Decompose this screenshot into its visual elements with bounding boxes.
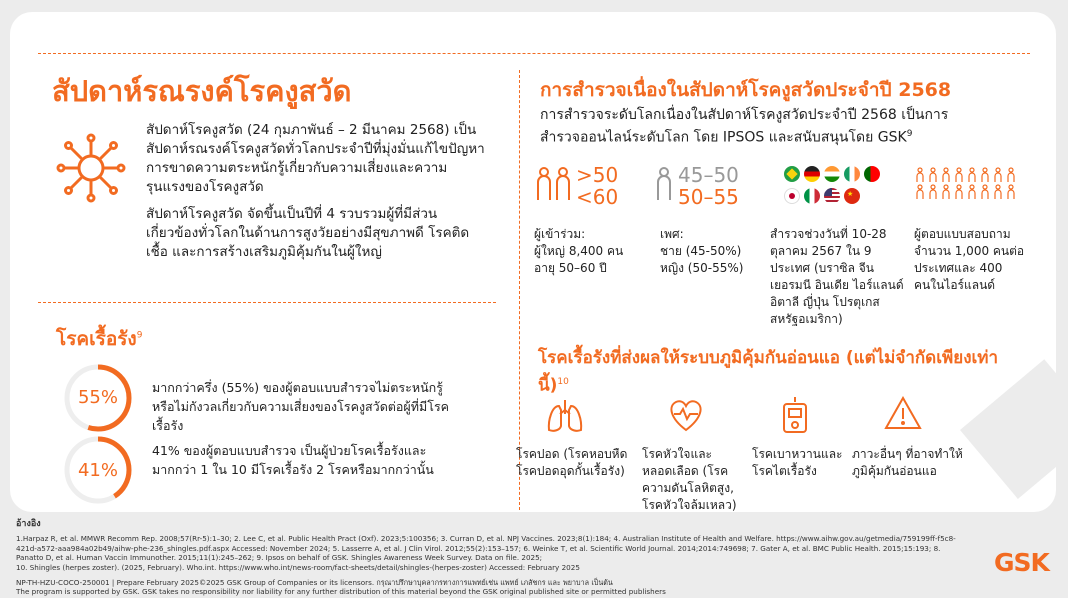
crowd-person-body xyxy=(917,173,923,182)
crowd-person-head xyxy=(931,185,935,189)
crowd-person-head xyxy=(918,168,922,172)
flag-portugal xyxy=(864,166,880,182)
condition-heart: โรคหัวใจและหลอดเลือด (โรคความดันโลหิตสูง, โรคหัวใจล้มเหลว) xyxy=(642,447,737,512)
stat-text-41: 41% ของผู้ตอบแบบสำรวจ เป็นผู้ป่วยโรคเรื้อรังและมากกว่า 1 ใน 10 มีโรคเรื้อรัง 2 โรคหรือมากกว่านั้น xyxy=(152,443,434,477)
intro-paragraph-2: สัปดาห์โรคงูสวัด จัดขึ้นเป็นปีที่ 4 รวบรวมผู้ที่มีส่วนเกี่ยวข้องทั่วโลกในด้านการสูงวัยอย่างมีสุขภาพดี โรคติดเชื้อ และการสร้างเสริมภูมิคุ้มกันในผู้ใหญ่ xyxy=(146,206,470,260)
crowd-person-head xyxy=(957,168,961,172)
crowd-person-body xyxy=(943,173,949,182)
chronic-sup: 9 xyxy=(136,330,143,341)
survey-intro-sup: 9 xyxy=(906,129,913,139)
flag-japan xyxy=(784,188,800,204)
crowd-person-head xyxy=(931,168,935,172)
participants-block xyxy=(534,226,644,277)
crowd-person-head xyxy=(983,168,987,172)
flag-italy xyxy=(804,188,820,204)
heart-icon xyxy=(666,396,706,434)
crowd-person-head xyxy=(970,168,974,172)
condition-other: ภาวะอื่นๆ ที่อาจทำให้ภูมิคุ้มกันอ่อนแอ xyxy=(852,447,963,478)
crowd-person-head xyxy=(918,185,922,189)
crowd-person-head xyxy=(1009,168,1013,172)
sex-label: เพศ: xyxy=(660,227,684,241)
crowd-person-body xyxy=(943,190,949,199)
stat-pct-55: 55% xyxy=(77,387,118,408)
virus-icon xyxy=(56,133,126,203)
flag-india xyxy=(824,166,840,182)
flag-usa xyxy=(824,188,840,204)
stat-pct-41: 41% xyxy=(77,460,118,481)
stat-text-55: มากกว่าครึ่ง (55%) ของผู้ตอบแบบสำรวจไม่ตระหนักรู้หรือไม่กังวลเกี่ยวกับความเสี่ยงของโรคงูสวัดต่อผู้ที่มีโรคเรื้อรัง xyxy=(152,380,450,433)
left-divider xyxy=(38,302,496,303)
crowd-person-head xyxy=(944,185,948,189)
crowd-person-head xyxy=(944,168,948,172)
condition-diabetes: โรคเบาหวานและโรคไตเรื้อรัง xyxy=(752,447,843,478)
crowd-person-body xyxy=(995,190,1001,199)
flag-ireland xyxy=(844,166,860,182)
participants-label: ผู้เข้าร่วม: xyxy=(534,227,586,241)
crowd-person-body xyxy=(956,190,962,199)
chronic-title xyxy=(56,324,142,354)
crowd-person-body xyxy=(956,173,962,182)
respondents: ผู้ตอบแบบสอบถามจำนวน 1,000 คนต่อประเทศและ 400 คนในไอร์แลนด์ xyxy=(914,227,1025,292)
condition-lungs: โรคปอด (โรคหอบหืด โรคปอดอุดกั้นเรื้อรัง) xyxy=(516,447,628,478)
crowd-person-body xyxy=(969,173,975,182)
intro-paragraph-1: สัปดาห์โรคงูสวัด (24 กุมภาพันธ์ – 2 มีนาคม 2568) เป็นสัปดาห์รณรงค์โรคงูสวัดทั่วโลกประจำปีที่มุ่งมั่นแก้ไขปัญหาการขาดความตระหนักรู้เกี่ยวกับความเสี่ยงและความรุนแรงของโรคงูสวัด xyxy=(146,122,485,195)
sex-bottom: 50–55 xyxy=(678,185,739,209)
sex-male: ชาย (45-50%) xyxy=(660,244,742,258)
crowd-person-body xyxy=(982,173,988,182)
top-divider xyxy=(38,53,1030,54)
sex-top: 45–50 xyxy=(678,163,739,187)
center-divider xyxy=(519,70,520,510)
crowd-person-head xyxy=(1009,185,1013,189)
crowd-person-body xyxy=(1008,173,1014,182)
person-icon xyxy=(654,166,674,204)
participants-age: อายุ 50–60 ปี xyxy=(534,261,607,275)
sex-block xyxy=(660,226,760,277)
survey-intro-text: การสำรวจระดับโลกเนื่องในสัปดาห์โรคงูสวัดประจำปี 2568 เป็นการสำรวจออนไลน์ระดับโลก โดย IPSOS และสนับสนุนโดย GSK xyxy=(540,107,949,146)
crowd-icon xyxy=(914,166,1034,202)
crowd-person-body xyxy=(930,173,936,182)
crowd-person-body xyxy=(995,173,1001,182)
disclaimer: The program is supported by GSK. GSK takes no responsibility nor liability for any further distribution of this material beyond the GSK original published site or permitted publishers xyxy=(16,587,666,596)
flag-china: ★ xyxy=(844,188,860,204)
crowd-person-head xyxy=(957,185,961,189)
immuno-title xyxy=(538,346,1008,398)
gsk-logo: GSK xyxy=(994,548,1049,577)
age-top: >50 xyxy=(576,163,619,187)
references-text: 1.Harpaz R, et al. MMWR Recomm Rep. 2008;57(Rr-5):1–30; 2. Lee C, et al. Public Health Pract (Oxf). 2023;5:100356; 3. Curran D, et al. NPJ Vaccines. 2023;8(1):184; 4. Australian Institute of Health and Welfare. https://www.aihw.gov.au/getmedia/759199ff-f5c8-421d-a572-aaa984a02b49/aihw-phe-236_shingles.pdf.aspx Accessed: November 2024; 5. Lasserre A, et al. J Clin Virol. 2012;55(2):153–157; 6. Weinke T, et al. Scientific World Journal. 2014;2014:749698; 7. Gater A, et al. BMC Public Health. 2015;15:193; 8. Panatto D, et al. Human Vaccin Immunother. 2015;11(1):245–262; 9. Ipsos on behalf of GSK. Shingles Awareness Week Survey. Data on file. 2025; xyxy=(16,534,956,562)
people-icon xyxy=(534,166,574,204)
immuno-sup: 10 xyxy=(557,377,569,387)
warning-icon xyxy=(884,396,922,430)
survey-intro xyxy=(540,106,980,148)
immuno-title-text: โรคเรื้อรังที่ส่งผลให้ระบบภูมิคุ้มกันอ่อนแอ (แต่ไม่จำกัดเพียงเท่านี้) xyxy=(538,348,999,396)
sex-female: หญิง (50-55%) xyxy=(660,261,744,275)
lungs-icon xyxy=(546,398,584,434)
crowd-person-body xyxy=(969,190,975,199)
references-text-2: 10. Shingles (herpes zoster). (2025, February). Who.int. https://www.who.int/news-room/fact-sheets/detail/shingles-(herpes-zoster) Accessed: February 2025 xyxy=(16,563,580,572)
crowd-person-head xyxy=(970,185,974,189)
page-title: สัปดาห์รณรงค์โรคงูสวัด xyxy=(52,74,352,108)
references-title: อ้างอิง xyxy=(16,519,41,529)
job-code: NP-TH-HZU-COCO-250001 | Prepare February 2025©2025 GSK Group of Companies or its licensors. กรุณาปรึกษาบุคลากรทางการแพทย์เช่น แพทย์ เภสัชกร และ พยาบาล เป็นต้น xyxy=(16,578,613,587)
crowd-person-head xyxy=(996,168,1000,172)
crowd-person-body xyxy=(917,190,923,199)
crowd-person-body xyxy=(982,190,988,199)
crowd-person-head xyxy=(983,185,987,189)
participants-adults: ผู้ใหญ่ 8,400 คน xyxy=(534,244,624,258)
survey-title: การสำรวจเนื่องในสัปดาห์โรคงูสวัดประจำปี 2568 xyxy=(540,79,952,101)
crowd-person-body xyxy=(1008,190,1014,199)
age-bottom: <60 xyxy=(576,185,619,209)
flag-germany xyxy=(804,166,820,182)
chronic-title-text: โรคเรื้อรัง xyxy=(56,328,137,350)
survey-period: สำรวจช่วงวันที่ 10-28 ตุลาคม 2567 ใน 9 ประเทศ (บราซิล จีน เยอรมนี อินเดีย ไอร์แลนด์ อิตาลี ญี่ปุ่น โปรตุเกส สหรัฐอเมริกา) xyxy=(770,227,904,326)
crowd-person-head xyxy=(996,185,1000,189)
flag-brazil xyxy=(784,166,800,182)
glucose-meter-icon xyxy=(780,396,810,434)
crowd-person-body xyxy=(930,190,936,199)
